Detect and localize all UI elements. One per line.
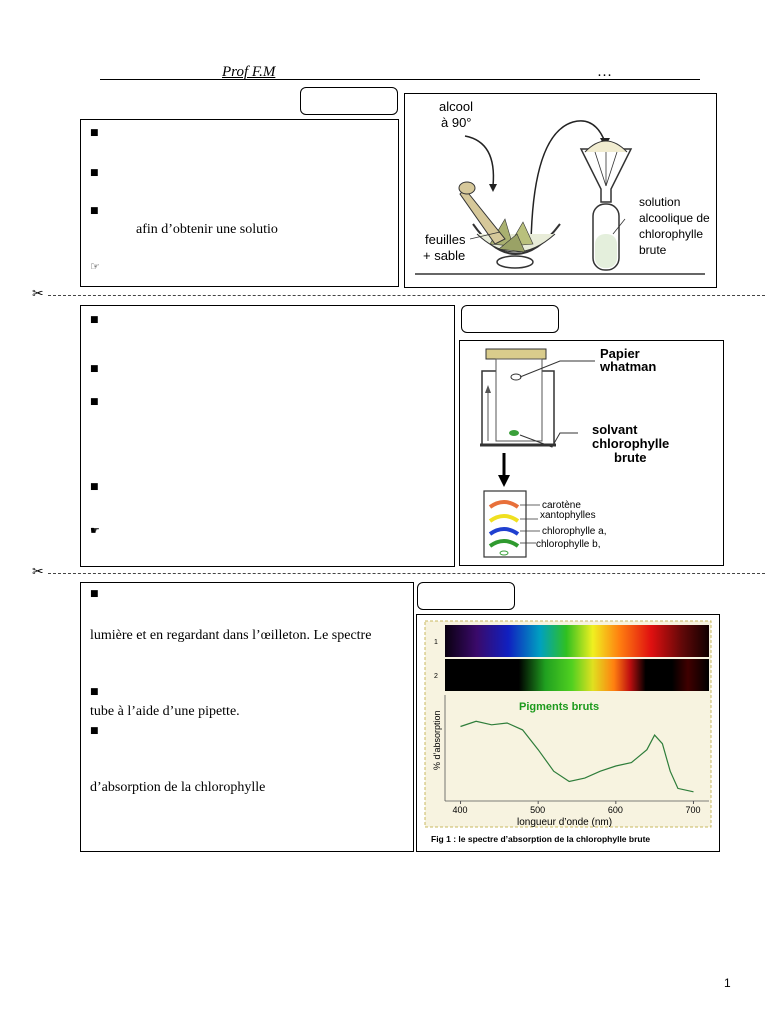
pigment-label-4: chlorophylle b, [536,539,601,550]
header-rule [100,79,700,80]
bullet-6: ■ [90,397,99,407]
spectrum-band-1 [445,625,709,657]
band-label-2: 2 [434,673,438,680]
header-ellipsis: … [597,64,612,80]
label-alcool: alcool [439,99,473,114]
pigment-label-1: carotène [542,500,581,511]
pigment-label-2: xantophylles [540,510,596,521]
section1-text-line: afin d’obtenir une solutio [136,222,278,237]
absorption-figure [416,614,720,852]
bullet-5: ■ [90,364,99,374]
section3-title-box [417,582,515,610]
section2-title-box [461,305,559,333]
section3-text-box [80,582,414,852]
x-tick-label: 700 [685,805,701,815]
label-solution-2: alcoolique de [639,211,710,225]
section3-line-3: d’absorption de la chlorophylle [90,780,266,795]
label-solution-3: chlorophylle [639,227,704,241]
chromatography-illustration [460,341,723,565]
scissors-icon: ✂ [32,564,44,580]
scissors-icon: ✂ [32,286,44,302]
bullet-7: ■ [90,482,99,492]
pointing-hand-icon: ☛ [90,524,100,537]
bullet-9: ■ [90,687,99,697]
bullet-8: ■ [90,589,99,599]
header-author: Prof F.M [222,64,276,80]
label-brute: brute [614,450,647,465]
label-solution-1: solution [639,195,681,209]
pointing-hand-icon: ☞ [90,260,100,273]
x-tick-label: 400 [452,805,468,815]
absorption-spectrum-chart [417,615,719,851]
cut-line-2 [48,573,765,574]
band-label-1: 1 [434,639,438,646]
x-tick-label: 500 [530,805,546,815]
label-papier: Papier [600,346,640,361]
figure-caption: Fig 1 : le spectre d’absorption de la chlorophylle brute [431,834,651,844]
label-sable: + sable [423,248,466,263]
label-whatman: whatman [600,359,657,374]
cut-line-1 [48,295,765,296]
section1-text-box [80,119,399,287]
chromatography-figure [459,340,724,566]
page-number: 1 [724,976,731,990]
bullet-4: ■ [90,315,99,325]
label-solution-4: brute [639,243,667,257]
maceration-figure [404,93,717,288]
bullet-10: ■ [90,726,99,736]
label-alcool-deg: à 90° [441,115,472,130]
y-axis-label: % d’absorption [432,710,442,770]
label-chlorophylle: chlorophylle [592,436,670,451]
maceration-illustration [405,94,716,287]
bullet-1: ■ [90,128,99,138]
section1-title-box [300,87,398,115]
pigment-label-3: chlorophylle a, [542,526,607,537]
x-tick-label: 600 [607,805,623,815]
x-axis-label: longueur d’onde (nm) [517,817,613,828]
bullet-3: ■ [90,206,99,216]
section3-line-1: lumière et en regardant dans l’œilleton. Le spectre [90,628,372,643]
spectrum-band-2 [445,659,709,691]
label-solvant: solvant [592,422,638,437]
label-feuilles: feuilles [425,232,466,247]
section2-text-box [80,305,455,567]
chart-title: Pigments bruts [519,701,600,713]
bullet-2: ■ [90,168,99,178]
section3-line-2: tube à l’aide d’une pipette. [90,704,240,719]
